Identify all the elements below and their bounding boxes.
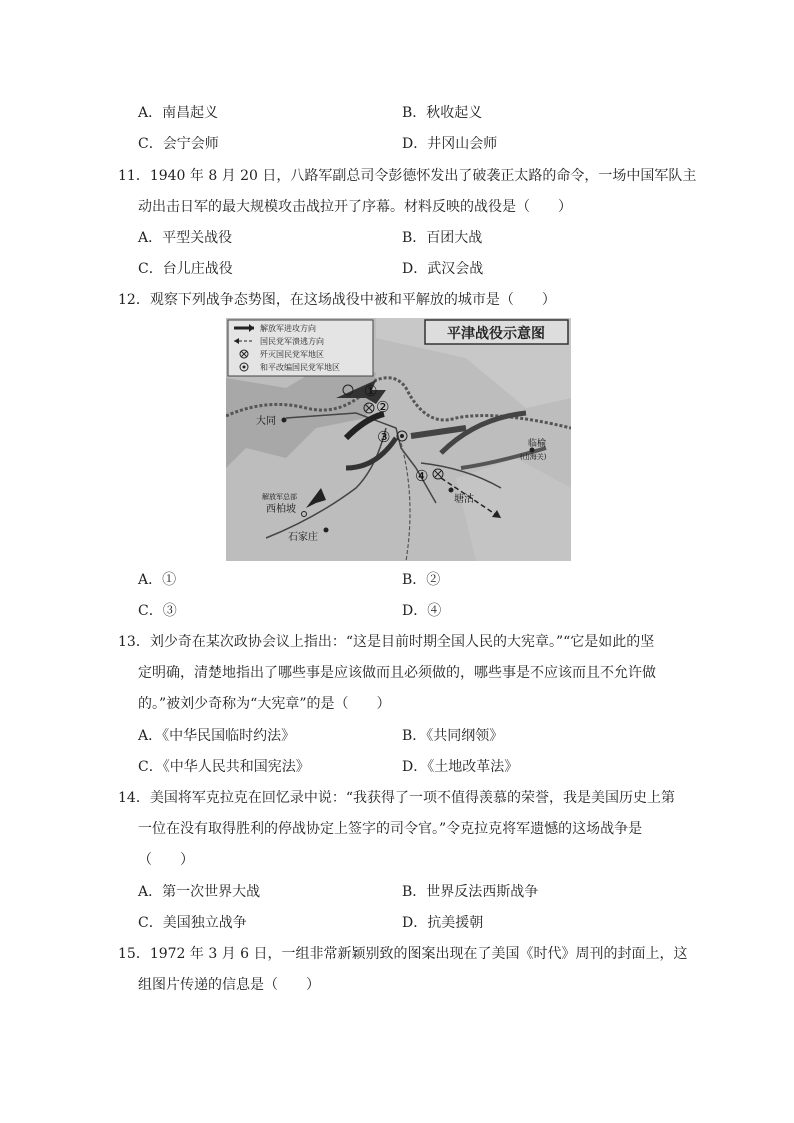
q14-stem-line1: 14．美国将军克拉克在回忆录中说：“我获得了一项不值得羡慕的荣誉，我是美国历史上第	[118, 790, 675, 806]
q13-option-a: A．《中华民国临时约法》	[138, 728, 296, 744]
city-shanhaiguan: (山海关)	[520, 453, 547, 461]
q11-stem-line1: 11．1940 年 8 月 20 日，八路军副总司令彭德怀发出了破袭正太路的命令，一场中国军队主	[118, 168, 697, 184]
marker-4: ④	[415, 467, 429, 485]
q11-option-c: C．台儿庄战役	[138, 261, 233, 277]
q13-option-c: C．《中华人民共和国宪法》	[138, 759, 310, 775]
legend-retreat: 国民党军溃逃方向	[260, 337, 324, 346]
q12-option-d: D．④	[402, 603, 442, 619]
city-shijiazhuang: 石家庄	[288, 532, 318, 543]
q12-option-b: B．②	[402, 572, 441, 588]
q11-option-d: D．武汉会战	[402, 261, 484, 277]
q13-option-d: D．《土地改革法》	[402, 759, 519, 775]
q13-stem-line3: 的。”被刘少奇称为“大宪章”的是（ ）	[138, 696, 391, 712]
legend-peaceful: 和平改编国民党军地区	[260, 363, 340, 372]
city-xibaipo: 西柏坡	[266, 504, 296, 515]
legend-attack: 解放军进攻方向	[260, 324, 316, 333]
map-title: 平津战役示意图	[447, 326, 545, 342]
q14-stem-line2: 一位在没有取得胜利的停战协定上签字的司令官。”令克拉克将军遗憾的这场战争是	[138, 821, 643, 837]
q10-option-c: C．会宁会师	[138, 136, 219, 152]
marker-3: ③	[377, 428, 391, 446]
city-tanggu: 塘沽	[454, 494, 474, 505]
q10-option-b: B．秋收起义	[402, 105, 483, 121]
q15-stem-line2: 组图片传递的信息是（ ）	[138, 977, 320, 993]
marker-1: ①	[364, 382, 378, 400]
q11-stem-line2: 动出击日军的最大规模攻击战拉开了序幕。材料反映的战役是（ ）	[138, 199, 572, 215]
city-hq: 解放军总部	[262, 493, 297, 501]
legend-annihilate: 歼灭国民党军地区	[260, 350, 324, 359]
q14-option-d: D．抗美援朝	[402, 915, 484, 931]
city-linyu: 临榆	[528, 439, 547, 449]
q13-option-b: B．《共同纲领》	[402, 728, 504, 744]
q13-stem-line1: 13．刘少奇在某次政协会议上指出：“这是目前时期全国人民的大宪章。”“它是如此的坚	[118, 634, 655, 650]
q11-option-a: A．平型关战役	[138, 230, 233, 246]
q14-option-b: B．世界反法西斯战争	[402, 884, 539, 900]
q14-option-c: C．美国独立战争	[138, 915, 247, 931]
q10-option-d: D．井冈山会师	[402, 136, 498, 152]
q13-stem-line2: 定明确，清楚地指出了哪些事是应该做而且必须做的，哪些事是不应该而且不允许做	[138, 665, 656, 681]
q14-stem-line3: （ ）	[138, 852, 194, 868]
q12-option-c: C．③	[138, 603, 177, 619]
city-datong: 大同	[256, 416, 276, 427]
q15-stem-line1: 15．1972 年 3 月 6 日，一组非常新颖别致的图案出现在了美国《时代》周刊的封面上，这	[118, 946, 688, 962]
pingjin-campaign-map	[226, 318, 571, 561]
marker-2: ②	[376, 398, 390, 416]
q10-option-a: A．南昌起义	[138, 105, 219, 121]
q11-option-b: B．百团大战	[402, 230, 483, 246]
q14-option-a: A．第一次世界大战	[138, 884, 261, 900]
q12-stem-line1: 12．观察下列战争态势图，在这场战役中被和平解放的城市是（ ）	[118, 292, 556, 308]
q12-option-a: A．①	[138, 572, 177, 588]
